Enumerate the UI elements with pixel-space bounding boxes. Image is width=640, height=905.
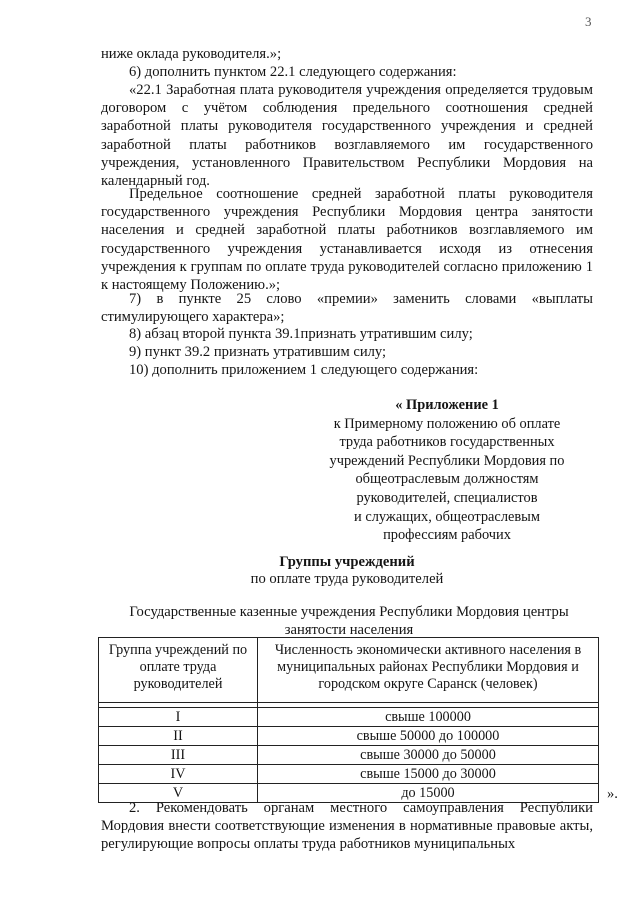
appendix-line: общеотраслевым должностям [355,471,539,488]
appendix-line: труда работников государственных [339,434,555,451]
closing-quote-mark: ». [607,786,618,802]
appendix-line: руководителей, специалистов [356,489,538,506]
appendix-heading: « Приложение 1 [395,397,499,413]
table-row [99,708,599,727]
appendix-line: к Примерному положению об оплате [333,415,561,432]
groups-subtitle: по оплате труда руководителей [250,571,444,587]
groups-table [98,637,599,803]
table-caption: Государственные казенные учреждения Республики Мордовия центры занятости населения [129,604,569,638]
table-header-population: Численность экономически активного населения в муниципальных районах Республики Мордовия и городском округе Саранск (человек) [258,638,599,703]
groups-title: Группы учреждений [279,554,415,570]
paragraph-item-9: 9) пункт 39.2 признать утратившим силу; [129,344,387,360]
population-cell: до 15000 [258,784,599,803]
group-cell: II [99,727,258,746]
appendix-header [316,396,578,545]
population-cell: свыше 100000 [258,708,599,727]
group-cell: III [99,746,258,765]
group-cell: V [99,784,258,803]
appendix-line: учреждений Республики Мордовия по [329,452,565,469]
table-header-group: Группа учреждений по оплате труда руководителей [99,638,258,703]
group-cell: IV [99,765,258,784]
paragraph-item-8: 8) абзац второй пункта 39.1признать утратившим силу; [129,326,473,342]
paragraph-item-10: 10) дополнить приложением 1 следующего содержания: [129,362,479,378]
group-cell: I [99,708,258,727]
table-row [99,727,599,746]
table-row [99,765,599,784]
population-cell: свыше 50000 до 100000 [258,727,599,746]
table-header-row [99,638,599,703]
appendix-line: профессиям рабочих [383,527,511,544]
table-row [99,746,599,765]
population-cell: свыше 30000 до 50000 [258,746,599,765]
population-cell: свыше 15000 до 30000 [258,765,599,784]
paragraph-recommendation: 2. Рекомендовать органам местного самоуправления Республики Мордовия внести соответствующие изменения в нормативные правовые акты, регулирующие вопросы оплаты труда работников муниципальных [101,800,593,853]
paragraph-clause-22-1: «22.1 Заработная плата руководителя учреждения определяется трудовым договором с учётом соблюдения предельного соотношения средней заработной платы руководителя государственного учреждения и средней заработной платы работников возглавляемого им государственного учреждения, установленного Правительством Республики Мордовия на календарный год. [101,82,593,190]
page-number: 3 [585,14,592,29]
paragraph-item-7: 7) в пункте 25 слово «премии» заменить словами «выплаты стимулирующего характера»; [101,291,593,326]
paragraph-item-6: 6) дополнить пунктом 22.1 следующего содержания: [129,64,457,80]
appendix-line: и служащих, общеотраслевым [354,508,540,525]
paragraph-ratio: Предельное соотношение средней заработной платы руководителя государственного учреждения Республики Мордовия центра занятости населения и средней заработной платы работников возглавляемого им государственного учреждения устанавливается исходя из отнесения учреждения к группам по оплате труда руководителей согласно приложению 1 к настоящему Положению.»; [101,186,593,294]
paragraph-continuation: ниже оклада руководителя.»; [101,46,282,62]
